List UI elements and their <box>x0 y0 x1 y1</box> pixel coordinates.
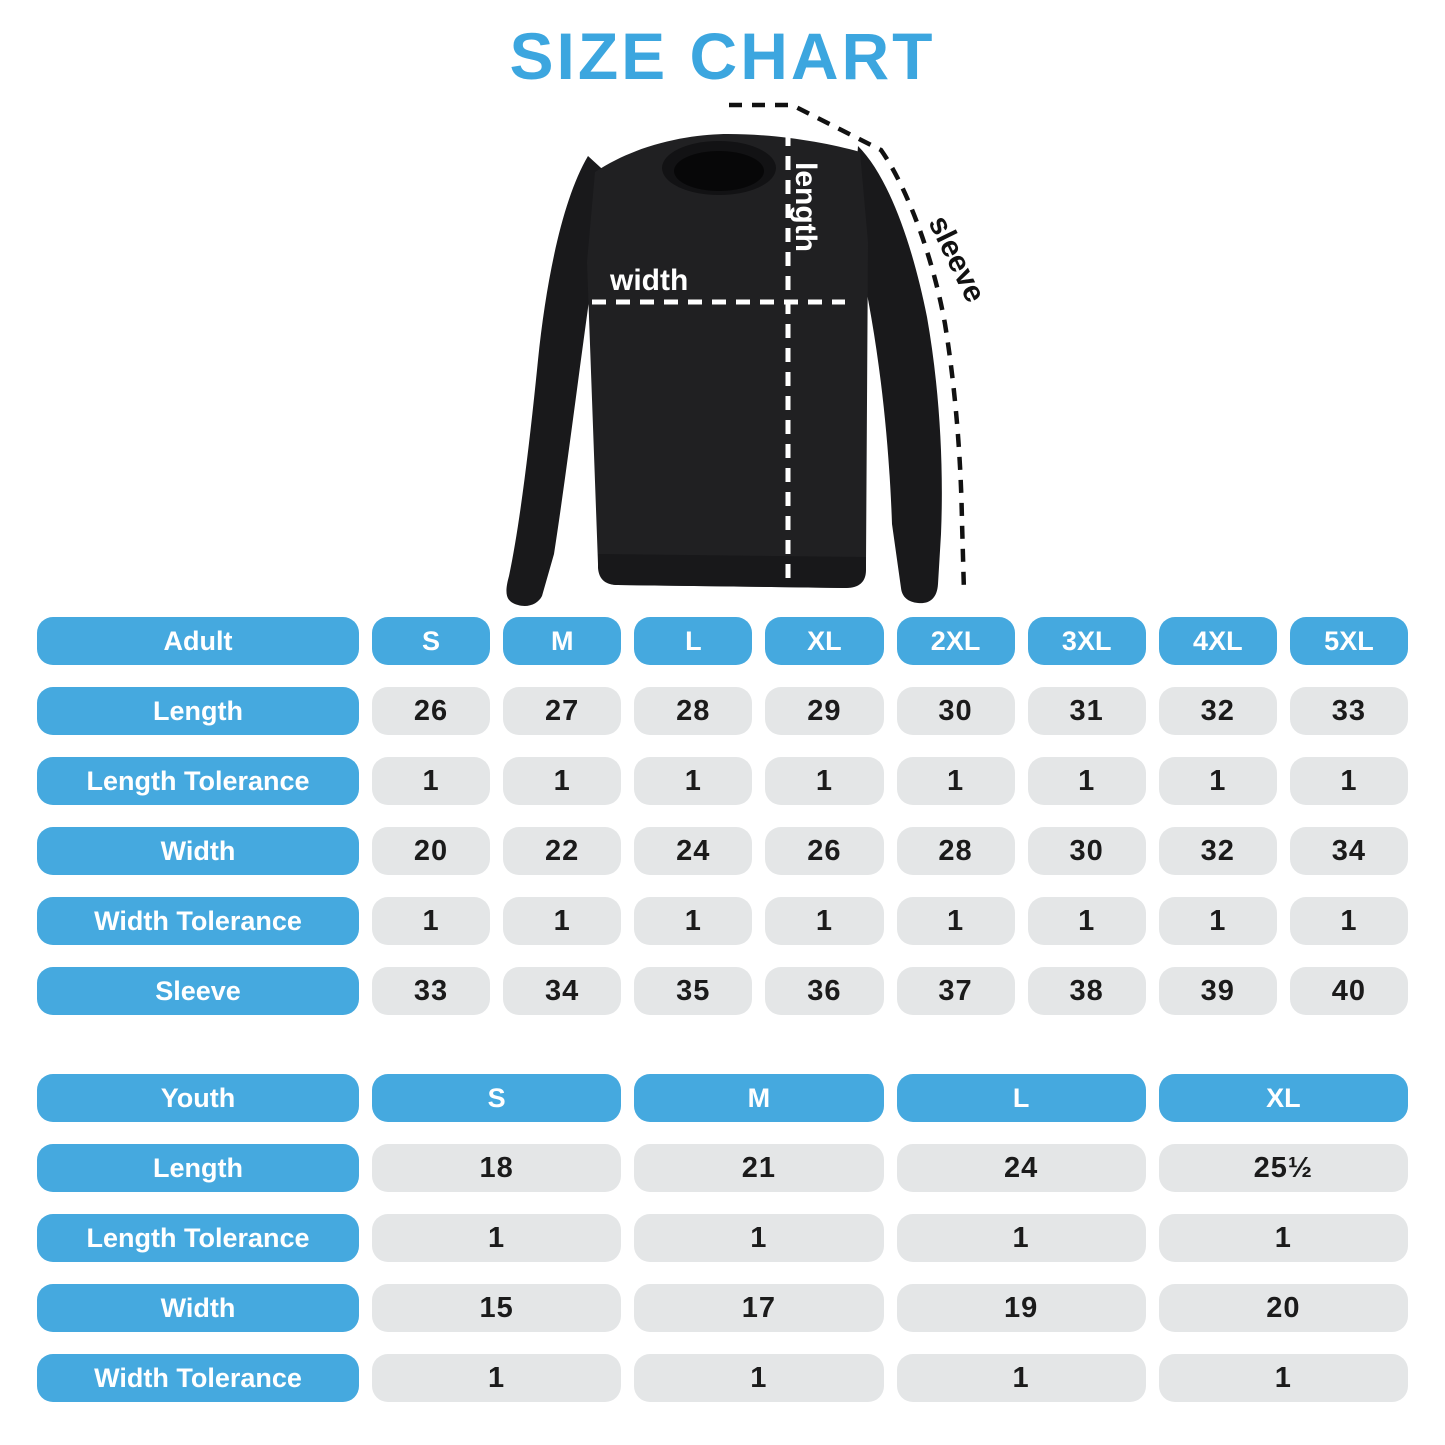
value-cell-pill: 26 <box>765 827 883 875</box>
value-cell-pill: 29 <box>765 687 883 735</box>
row-label-pill: Length Tolerance <box>37 1214 359 1262</box>
row-label-pill: Width <box>37 1284 359 1332</box>
value-cell-pill: 30 <box>1028 827 1146 875</box>
row-label-pill: Sleeve <box>37 967 359 1015</box>
width-label: width <box>610 264 689 297</box>
value-cell-pill: 25½ <box>1159 1144 1408 1192</box>
value-cell-pill: 17 <box>634 1284 883 1332</box>
youth-size-table <box>37 1074 1408 1402</box>
adult-size-table <box>37 617 1408 1015</box>
value-cell-pill: 33 <box>372 967 490 1015</box>
value-cell-pill: 20 <box>1159 1284 1408 1332</box>
value-cell-pill: 40 <box>1290 967 1408 1015</box>
sweatshirt-diagram <box>440 92 1020 637</box>
row-label-pill: Length Tolerance <box>37 757 359 805</box>
value-cell-pill: 26 <box>372 687 490 735</box>
hem-band <box>598 554 866 588</box>
value-cell-pill: 27 <box>503 687 621 735</box>
value-cell-pill: 1 <box>634 1214 883 1262</box>
value-cell-pill: 1 <box>634 757 752 805</box>
value-cell-pill: 28 <box>897 827 1015 875</box>
value-cell-pill: 1 <box>1159 1354 1408 1402</box>
size-header-pill: 4XL <box>1159 617 1277 665</box>
value-cell-pill: 1 <box>503 897 621 945</box>
value-cell-pill: 1 <box>1159 757 1277 805</box>
value-cell-pill: 20 <box>372 827 490 875</box>
value-cell-pill: 15 <box>372 1284 621 1332</box>
value-cell-pill: 1 <box>634 1354 883 1402</box>
value-cell-pill: 1 <box>1290 757 1408 805</box>
value-cell-pill: 18 <box>372 1144 621 1192</box>
row-label-pill: Width Tolerance <box>37 897 359 945</box>
value-cell-pill: 19 <box>897 1284 1146 1332</box>
value-cell-pill: 1 <box>765 757 883 805</box>
size-header-pill: M <box>634 1074 883 1122</box>
value-cell-pill: 35 <box>634 967 752 1015</box>
size-header-pill: 3XL <box>1028 617 1146 665</box>
value-cell-pill: 22 <box>503 827 621 875</box>
value-cell-pill: 24 <box>897 1144 1146 1192</box>
value-cell-pill: 1 <box>1290 897 1408 945</box>
value-cell-pill: 1 <box>765 897 883 945</box>
value-cell-pill: 1 <box>503 757 621 805</box>
collar-inner <box>674 151 764 191</box>
value-cell-pill: 31 <box>1028 687 1146 735</box>
size-header-pill: L <box>634 617 752 665</box>
value-cell-pill: 1 <box>1159 1214 1408 1262</box>
value-cell-pill: 36 <box>765 967 883 1015</box>
value-cell-pill: 24 <box>634 827 752 875</box>
value-cell-pill: 1 <box>897 757 1015 805</box>
value-cell-pill: 1 <box>897 897 1015 945</box>
row-label-pill: Width Tolerance <box>37 1354 359 1402</box>
value-cell-pill: 32 <box>1159 687 1277 735</box>
value-cell-pill: 1 <box>372 1354 621 1402</box>
value-cell-pill: 1 <box>372 757 490 805</box>
row-label-pill: Width <box>37 827 359 875</box>
size-header-pill: M <box>503 617 621 665</box>
value-cell-pill: 37 <box>897 967 1015 1015</box>
value-cell-pill: 38 <box>1028 967 1146 1015</box>
size-header-pill: L <box>897 1074 1146 1122</box>
value-cell-pill: 30 <box>897 687 1015 735</box>
value-cell-pill: 1 <box>1159 897 1277 945</box>
table-title-pill: Adult <box>37 617 359 665</box>
value-cell-pill: 34 <box>503 967 621 1015</box>
value-cell-pill: 1 <box>897 1354 1146 1402</box>
value-cell-pill: 1 <box>634 897 752 945</box>
size-header-pill: 5XL <box>1290 617 1408 665</box>
value-cell-pill: 1 <box>897 1214 1146 1262</box>
size-header-pill: 2XL <box>897 617 1015 665</box>
value-cell-pill: 1 <box>1028 897 1146 945</box>
value-cell-pill: 1 <box>372 1214 621 1262</box>
value-cell-pill: 28 <box>634 687 752 735</box>
value-cell-pill: 1 <box>372 897 490 945</box>
sleeve-label: sleeve <box>921 210 992 308</box>
size-header-pill: S <box>372 1074 621 1122</box>
size-header-pill: S <box>372 617 490 665</box>
value-cell-pill: 1 <box>1028 757 1146 805</box>
shirt-body <box>587 134 868 588</box>
value-cell-pill: 39 <box>1159 967 1277 1015</box>
page-title: SIZE CHART <box>509 19 936 93</box>
size-header-pill: XL <box>1159 1074 1408 1122</box>
row-label-pill: Length <box>37 1144 359 1192</box>
value-cell-pill: 21 <box>634 1144 883 1192</box>
value-cell-pill: 32 <box>1159 827 1277 875</box>
row-label-pill: Length <box>37 687 359 735</box>
value-cell-pill: 33 <box>1290 687 1408 735</box>
size-header-pill: XL <box>765 617 883 665</box>
value-cell-pill: 34 <box>1290 827 1408 875</box>
length-label: length <box>789 162 822 252</box>
sweatshirt-graphic <box>440 92 1020 637</box>
table-title-pill: Youth <box>37 1074 359 1122</box>
